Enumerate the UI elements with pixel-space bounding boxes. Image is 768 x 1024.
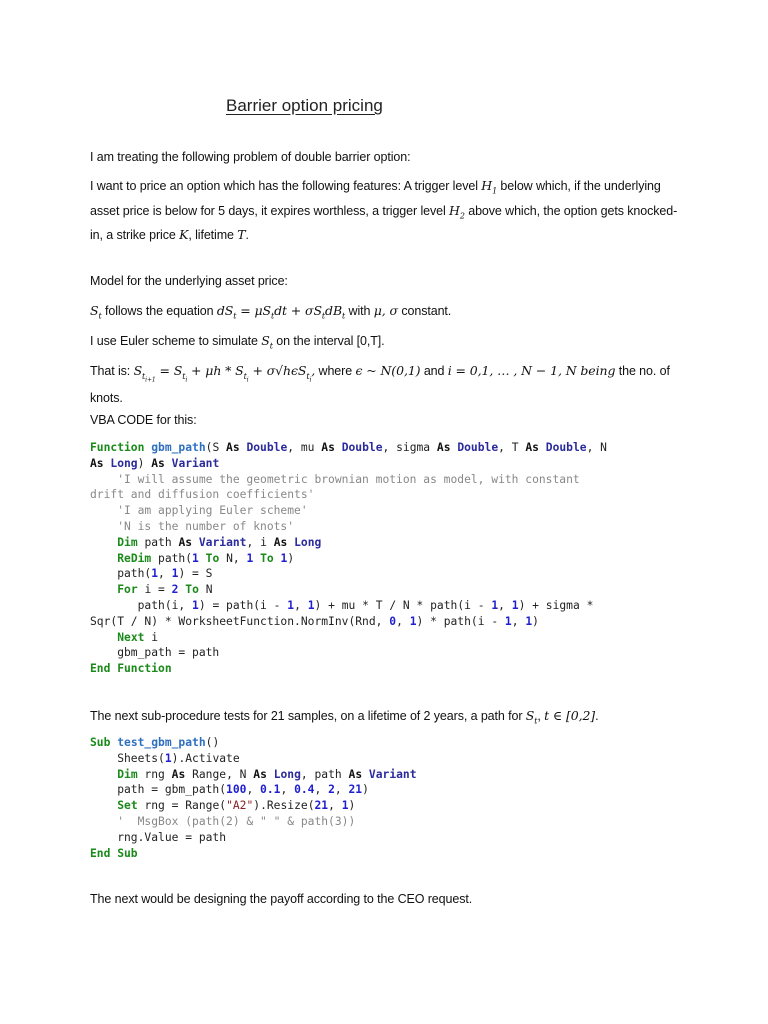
t-symbol: T: [237, 227, 246, 242]
code-token: Range, N: [192, 767, 254, 781]
code-token: "A2": [226, 799, 254, 813]
code-token: Double: [246, 441, 288, 454]
code-token: To: [253, 551, 281, 565]
code-token: 0.4: [294, 783, 315, 797]
code-token: , N: [586, 441, 607, 454]
code-line: [90, 846, 730, 862]
code-token: , path: [300, 767, 349, 781]
code-token: 21: [348, 783, 363, 797]
code-token: As: [253, 767, 274, 781]
code-token: [90, 799, 117, 812]
code-token: 1: [164, 751, 172, 765]
code-token: path(: [90, 567, 152, 581]
code-token: 100: [226, 783, 247, 797]
code-token: As: [151, 456, 172, 470]
code-token: Dim: [117, 767, 145, 781]
code-line: [90, 487, 730, 503]
index-range: i = 0,1, … , N − 1, N being: [447, 363, 616, 378]
code-token: As: [226, 441, 247, 454]
next-sub-paragraph: [90, 706, 690, 731]
intro-paragraph: I am treating the following problem of double barrier option:: [90, 150, 411, 164]
code-token: Sqr(T / N) * WorksheetFunction.NormInv(Rnd,: [90, 614, 390, 628]
code-line: [90, 782, 730, 798]
code-line: [90, 456, 730, 472]
features-text-5: .: [245, 228, 249, 242]
code-token: path(i,: [90, 598, 193, 612]
code-token: 1: [341, 799, 349, 813]
code-token: As: [273, 535, 295, 549]
code-token: Long: [273, 767, 301, 781]
code-token: , mu: [287, 441, 322, 454]
code-token: [90, 631, 117, 644]
code-token: ) + mu * T / N * path(i -: [314, 598, 492, 612]
follows-text-2: with: [345, 304, 374, 318]
code-token: Double: [545, 441, 587, 454]
features-text-4: , lifetime: [188, 228, 238, 242]
code-token: Sub: [90, 736, 118, 749]
features-text-2: below which, if the underlying asset price is below for 5 days, it expires worthless, a trigger level: [90, 179, 661, 218]
code-token: 1: [491, 598, 499, 612]
code-token: As: [436, 441, 458, 454]
that-is-text-1: That is:: [90, 364, 134, 378]
code-token: i =: [144, 583, 172, 597]
code-token: ,: [158, 567, 172, 581]
code-token: ,: [280, 783, 295, 797]
code-token: 1: [511, 598, 519, 612]
that-is-text-4: the no. of knots.: [90, 364, 670, 406]
code-token: Double: [341, 441, 383, 454]
code-token: gbm_path = path: [90, 646, 220, 660]
euler-formula: $S_{t_{i+1}} = S_{t_i} + \mu h * S_{t_i} + \sigma√h\epsilon S_{t_i}$,: [133, 363, 316, 384]
that-is-text-3: and: [420, 364, 448, 378]
code-token: 'N is the number of knots': [90, 519, 295, 533]
closing-paragraph: The next would be designing the payoff according to the CEO request.: [90, 892, 473, 906]
code-token: Variant: [171, 456, 220, 470]
k-symbol: K: [179, 227, 189, 242]
code-token: N,: [226, 551, 247, 565]
code-token: As: [171, 767, 193, 781]
code-token: test_gbm_path: [117, 736, 206, 749]
vba-label: VBA CODE for this:: [90, 413, 197, 427]
code-token: rng.Value = path: [90, 830, 227, 844]
code-token: Sheets(: [90, 751, 165, 765]
time-range: t ∈ [0,2]: [544, 708, 596, 723]
code-token: Double: [457, 441, 499, 454]
next-sub-text-1: The next sub-procedure tests for 21 samples, on a lifetime of 2 years, a path for: [90, 709, 526, 723]
features-text-1: I want to price an option which has the following features: A trigger level: [90, 179, 482, 193]
code-token: ,: [294, 598, 308, 612]
h2-symbol: $H_2$: [449, 202, 465, 220]
code-token: 1: [287, 598, 295, 612]
code-token: 1: [504, 614, 512, 628]
code-token: 'I will assume the geometric brownian motion as model, with constant: [90, 472, 580, 486]
code-line: [90, 566, 730, 582]
code-token: ) = path(i -: [198, 598, 288, 612]
code-token: rng = Range(: [144, 799, 227, 813]
code-token: ,: [396, 614, 410, 628]
code-token: 'I am applying Euler scheme': [90, 504, 308, 518]
code-token: 1: [307, 598, 315, 612]
code-token: ,: [328, 799, 342, 813]
code-token: Function: [90, 441, 152, 454]
code-token: ) * path(i -: [416, 614, 505, 628]
code-token: , T: [498, 441, 526, 454]
code-token: drift and diffusion coefficients': [90, 488, 315, 502]
code-token: 2: [328, 783, 335, 797]
st-symbol-3: $S_t$: [525, 708, 538, 726]
code-token: To: [178, 583, 206, 597]
code-line: [90, 830, 730, 846]
code-token: ) + sigma *: [518, 598, 594, 612]
code-token: Dim: [117, 535, 145, 549]
code-token: As: [90, 456, 111, 470]
next-sub-text-3: .: [595, 709, 599, 723]
features-text-3: above which, the option gets knocked-in, a strike price: [90, 203, 678, 242]
code-line: [90, 440, 730, 456]
code-token: 0.1: [260, 783, 281, 797]
code-token: 0: [389, 614, 397, 628]
code-line: [90, 661, 730, 677]
code-token: Set: [117, 799, 145, 813]
code-token: 2: [171, 583, 179, 597]
st-symbol: $S_t$: [90, 303, 102, 321]
code-block-gbm-path: [90, 440, 730, 677]
code-line: [90, 751, 730, 767]
code-token: 21: [314, 799, 329, 813]
code-line: [90, 798, 730, 814]
h1-symbol: $H_1$: [481, 178, 498, 196]
code-token: (S: [205, 441, 227, 454]
code-token: As: [525, 441, 546, 454]
code-line: [90, 535, 730, 551]
follows-paragraph: [90, 301, 690, 326]
code-token: ,: [511, 614, 526, 628]
code-token: [90, 583, 117, 596]
code-token: ReDim: [117, 551, 159, 565]
code-token: 1: [246, 551, 254, 565]
code-line: [90, 735, 730, 751]
code-token: Long: [294, 535, 322, 549]
code-token: path: [144, 535, 179, 549]
model-heading: Model for the underlying asset price:: [90, 274, 288, 288]
code-token: 1: [192, 551, 199, 565]
code-token: ,: [334, 783, 349, 797]
code-block-test-sub: [90, 735, 730, 861]
code-line: [90, 551, 730, 567]
code-token: path(: [158, 551, 193, 565]
code-token: ) = S: [178, 567, 213, 581]
code-token: ): [348, 799, 356, 813]
code-token: N: [205, 583, 213, 597]
st-symbol-2: $S_t$: [261, 333, 273, 351]
code-line: [90, 519, 730, 535]
code-token: Long: [110, 456, 138, 470]
code-token: Variant: [368, 767, 417, 781]
code-token: To: [198, 551, 227, 565]
code-token: As: [321, 441, 342, 454]
code-token: , sigma: [382, 441, 437, 454]
code-token: ): [362, 783, 369, 797]
next-sub-text-2: ,: [537, 709, 545, 723]
code-token: path = gbm_path(: [90, 783, 227, 797]
page-title: Barrier option pricing: [226, 96, 383, 115]
code-line: [90, 472, 730, 488]
code-token: As: [348, 767, 369, 781]
sde-equation: $dS_t = \mu S_tdt + \sigma S_tdB_t$: [216, 303, 346, 321]
code-line: [90, 582, 730, 598]
code-token: 1: [151, 567, 159, 581]
code-token: 1: [280, 551, 288, 565]
epsilon-dist: ϵ ~ N(0,1): [355, 363, 421, 378]
code-token: 1: [525, 614, 533, 628]
code-token: ).Resize(: [253, 799, 315, 813]
code-token: As: [178, 535, 199, 549]
code-token: , i: [246, 535, 274, 549]
code-token: ,: [498, 598, 512, 612]
code-token: End Function: [90, 662, 172, 676]
code-token: 1: [192, 598, 199, 612]
code-token: End Sub: [90, 846, 138, 860]
code-token: [90, 552, 117, 565]
follows-text-3: constant.: [397, 304, 452, 318]
code-token: Next: [117, 630, 152, 644]
euler-text-1: I use Euler scheme to simulate: [90, 334, 262, 348]
code-line: [90, 645, 730, 661]
code-line: [90, 767, 730, 783]
code-token: (): [205, 736, 220, 749]
code-token: Variant: [198, 535, 247, 549]
follows-text-1: follows the equation: [101, 304, 217, 318]
code-token: ): [137, 456, 152, 470]
code-line: [90, 598, 730, 614]
features-paragraph: [90, 176, 690, 245]
code-token: ): [532, 614, 539, 628]
code-token: ' MsgBox (path(2) & " " & path(3)): [90, 814, 356, 828]
code-line: [90, 614, 730, 630]
code-token: ,: [246, 783, 261, 797]
code-token: rng: [144, 767, 172, 781]
euler-paragraph: [90, 331, 690, 356]
params-symbol: μ, σ: [373, 303, 398, 318]
code-token: 1: [409, 614, 417, 628]
code-line: [90, 630, 730, 646]
code-token: ).Activate: [171, 751, 240, 765]
code-token: 1: [171, 567, 179, 581]
code-token: ): [287, 551, 295, 565]
code-line: [90, 503, 730, 519]
euler-text-2: on the interval [0,T].: [272, 334, 385, 348]
code-token: For: [117, 583, 145, 597]
code-token: ,: [314, 783, 329, 797]
code-token: [90, 536, 117, 549]
code-token: i: [151, 630, 159, 644]
code-token: [90, 768, 117, 781]
that-is-paragraph: [90, 361, 680, 408]
code-token: gbm_path: [151, 441, 206, 454]
code-line: [90, 814, 730, 830]
that-is-text-2: where: [315, 364, 356, 378]
